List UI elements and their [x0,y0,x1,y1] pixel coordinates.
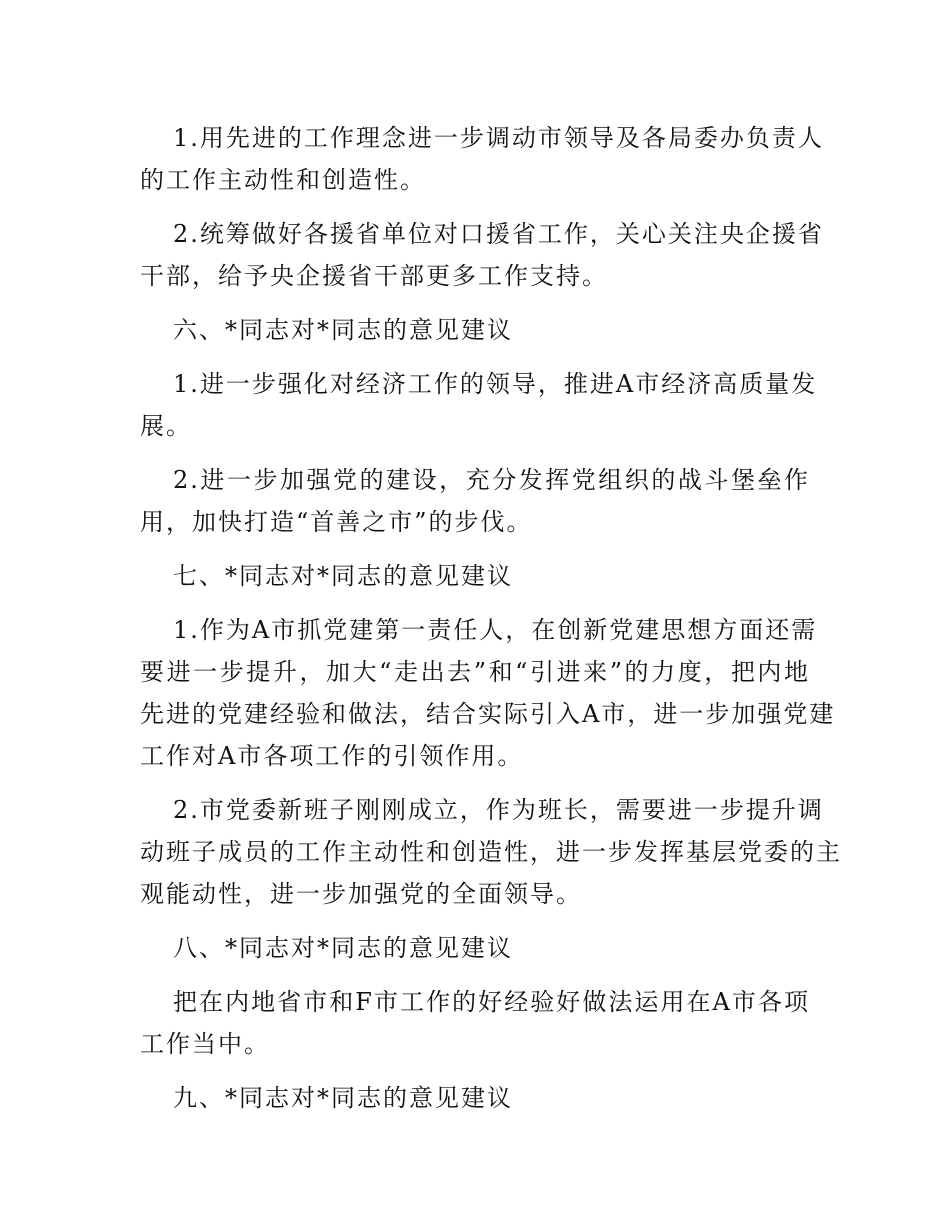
paragraph [140,459,810,543]
section-heading [140,927,810,969]
text-line: 展。 [140,412,192,440]
section-heading [140,555,810,597]
text-line: 七、*同志对*同志的意见建议 [173,562,513,590]
text-line: 1.作为A市抓党建第一责任人，在创新党建思想方面还需 [173,616,818,644]
text-line: 先进的党建经验和做法，结合实际引入A市，进一步加强党建 [140,700,836,728]
text-line: 动班子成员的工作主动性和创造性，进一步发挥基层党委的主 [140,838,842,866]
document-body [140,117,842,1131]
paragraph [140,789,842,915]
text-line: 用，加快打造“首善之市”的步伐。 [140,508,533,536]
text-line: 1.进一步强化对经济工作的领导，推进A市经济高质量发 [173,370,818,398]
text-line: 2.统筹做好各援省单位对口援省工作，关心关注央企援省 [173,220,824,248]
paragraph [140,213,824,297]
text-line: 2.进一步加强党的建设，充分发挥党组织的战斗堡垒作 [173,466,810,494]
text-line: 工作当中。 [140,1030,270,1058]
text-line: 工作对A市各项工作的引领作用。 [140,742,524,770]
text-line: 的工作主动性和创造性。 [140,166,426,194]
paragraph [140,981,810,1065]
text-line: 八、*同志对*同志的意见建议 [173,934,513,962]
paragraph [140,609,836,777]
text-line: 1.用先进的工作理念进一步调动市领导及各局委办负责人 [173,124,824,152]
text-line: 六、*同志对*同志的意见建议 [173,316,513,344]
text-line: 把在内地省市和F市工作的好经验好做法运用在A市各项 [173,988,810,1016]
paragraph [140,117,824,201]
section-heading [140,309,810,351]
section-heading [140,1077,810,1119]
text-line: 干部，给予央企援省干部更多工作支持。 [140,262,608,290]
text-line: 要进一步提升，加大“走出去”和“引进来”的力度，把内地 [140,658,810,686]
paragraph [140,363,818,447]
text-line: 九、*同志对*同志的意见建议 [173,1084,513,1112]
text-line: 观能动性，进一步加强党的全面领导。 [140,880,582,908]
text-line: 2.市党委新班子刚刚成立，作为班长，需要进一步提升调 [173,796,824,824]
